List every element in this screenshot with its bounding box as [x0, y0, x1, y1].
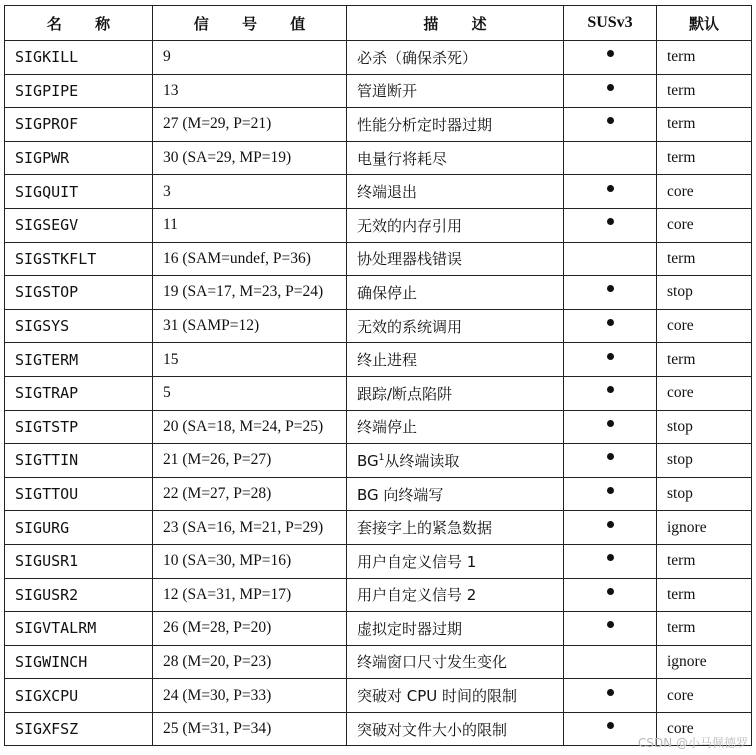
signal-value: 31 (SAMP=12): [153, 309, 347, 343]
default-action: core: [657, 175, 752, 209]
signal-description: 终端停止: [347, 410, 564, 444]
default-action: ignore: [657, 511, 752, 545]
default-action: term: [657, 578, 752, 612]
signal-name: SIGKILL: [5, 41, 153, 75]
signal-value: 27 (M=29, P=21): [153, 108, 347, 142]
susv3-bullet-icon: [607, 117, 614, 124]
signal-name: SIGPROF: [5, 108, 153, 142]
susv3-cell: [564, 41, 657, 75]
signal-description: 电量行将耗尽: [347, 141, 564, 175]
table-row: [5, 141, 752, 175]
susv3-cell: [564, 108, 657, 142]
table-header-row: [5, 6, 752, 41]
table-row: [5, 74, 752, 108]
signal-name: SIGTTOU: [5, 477, 153, 511]
signal-description: 终端窗口尺寸发生变化: [347, 645, 564, 679]
signal-name: SIGXFSZ: [5, 712, 153, 746]
table-row: [5, 410, 752, 444]
default-action: core: [657, 208, 752, 242]
signal-value: 5: [153, 376, 347, 410]
susv3-bullet-icon: [607, 218, 614, 225]
table-body: [5, 41, 752, 746]
signal-name: SIGXCPU: [5, 679, 153, 713]
susv3-bullet-icon: [607, 621, 614, 628]
signal-table: [4, 5, 752, 746]
signal-name: SIGTTIN: [5, 444, 153, 478]
header-name: 名 称: [5, 6, 153, 41]
signal-name: SIGSTOP: [5, 276, 153, 310]
susv3-cell: [564, 141, 657, 175]
table-row: [5, 477, 752, 511]
signal-name: SIGVTALRM: [5, 612, 153, 646]
table-row: [5, 444, 752, 478]
default-action: term: [657, 343, 752, 377]
susv3-bullet-icon: [607, 84, 614, 91]
table-row: [5, 175, 752, 209]
susv3-cell: [564, 175, 657, 209]
susv3-cell: [564, 208, 657, 242]
header-default: 默认: [657, 6, 752, 41]
watermark: CSDN @小马佩德罗: [637, 736, 748, 750]
signal-value: 10 (SA=30, MP=16): [153, 544, 347, 578]
susv3-bullet-icon: [607, 319, 614, 326]
signal-description: BG 向终端写: [347, 477, 564, 511]
table-row: [5, 612, 752, 646]
susv3-bullet-icon: [607, 453, 614, 460]
signal-value: 25 (M=31, P=34): [153, 712, 347, 746]
signal-value: 19 (SA=17, M=23, P=24): [153, 276, 347, 310]
default-action: term: [657, 612, 752, 646]
susv3-cell: [564, 343, 657, 377]
signal-name: SIGUSR1: [5, 544, 153, 578]
signal-description: 必杀（确保杀死）: [347, 41, 564, 75]
signal-description: 突破对 CPU 时间的限制: [347, 679, 564, 713]
susv3-cell: [564, 410, 657, 444]
signal-description: 突破对文件大小的限制: [347, 712, 564, 746]
susv3-cell: [564, 376, 657, 410]
default-action: term: [657, 242, 752, 276]
signal-value: 21 (M=26, P=27): [153, 444, 347, 478]
signal-description: 虚拟定时器过期: [347, 612, 564, 646]
signal-name: SIGWINCH: [5, 645, 153, 679]
default-action: stop: [657, 477, 752, 511]
table-row: [5, 108, 752, 142]
signal-value: 20 (SA=18, M=24, P=25): [153, 410, 347, 444]
signal-table-container: [4, 5, 752, 746]
signal-value: 13: [153, 74, 347, 108]
susv3-bullet-icon: [607, 487, 614, 494]
susv3-cell: [564, 544, 657, 578]
signal-name: SIGSYS: [5, 309, 153, 343]
susv3-bullet-icon: [607, 420, 614, 427]
susv3-bullet-icon: [607, 722, 614, 729]
signal-description: 用户自定义信号 2: [347, 578, 564, 612]
susv3-cell: [564, 477, 657, 511]
susv3-bullet-icon: [607, 521, 614, 528]
signal-description: 协处理器栈错误: [347, 242, 564, 276]
susv3-bullet-icon: [607, 554, 614, 561]
signal-name: SIGURG: [5, 511, 153, 545]
susv3-bullet-icon: [607, 50, 614, 57]
default-action: term: [657, 74, 752, 108]
signal-value: 3: [153, 175, 347, 209]
default-action: core: [657, 309, 752, 343]
susv3-cell: [564, 612, 657, 646]
susv3-cell: [564, 444, 657, 478]
signal-value: 11: [153, 208, 347, 242]
table-row: [5, 276, 752, 310]
signal-name: SIGSEGV: [5, 208, 153, 242]
signal-value: 28 (M=20, P=23): [153, 645, 347, 679]
table-row: [5, 309, 752, 343]
default-action: core: [657, 376, 752, 410]
table-row: [5, 645, 752, 679]
default-action: term: [657, 41, 752, 75]
default-action: stop: [657, 410, 752, 444]
signal-value: 16 (SAM=undef, P=36): [153, 242, 347, 276]
signal-value: 22 (M=27, P=28): [153, 477, 347, 511]
signal-description: 性能分析定时器过期: [347, 108, 564, 142]
signal-value: 30 (SA=29, MP=19): [153, 141, 347, 175]
signal-name: SIGTSTP: [5, 410, 153, 444]
default-action: stop: [657, 276, 752, 310]
table-row: [5, 41, 752, 75]
susv3-bullet-icon: [607, 588, 614, 595]
susv3-bullet-icon: [607, 386, 614, 393]
table-row: [5, 578, 752, 612]
default-action: term: [657, 108, 752, 142]
description-prefix: BG: [357, 451, 379, 470]
header-value: 信 号 值: [153, 6, 347, 41]
signal-name: SIGTRAP: [5, 376, 153, 410]
signal-description: 终端退出: [347, 175, 564, 209]
table-row: [5, 208, 752, 242]
susv3-cell: [564, 679, 657, 713]
table-row: [5, 679, 752, 713]
signal-value: 26 (M=28, P=20): [153, 612, 347, 646]
signal-name: SIGTERM: [5, 343, 153, 377]
signal-description: 用户自定义信号 1: [347, 544, 564, 578]
footnote-marker: 1: [378, 452, 385, 463]
signal-name: SIGQUIT: [5, 175, 153, 209]
signal-value: 24 (M=30, P=33): [153, 679, 347, 713]
susv3-cell: [564, 511, 657, 545]
table-row: [5, 511, 752, 545]
signal-description: [347, 444, 564, 478]
susv3-cell: [564, 242, 657, 276]
default-action: core: [657, 712, 752, 746]
signal-description: 无效的内存引用: [347, 208, 564, 242]
signal-value: 9: [153, 41, 347, 75]
susv3-cell: [564, 645, 657, 679]
susv3-bullet-icon: [607, 689, 614, 696]
susv3-cell: [564, 276, 657, 310]
susv3-bullet-icon: [607, 285, 614, 292]
default-action: stop: [657, 444, 752, 478]
signal-description: 确保停止: [347, 276, 564, 310]
signal-name: SIGPWR: [5, 141, 153, 175]
susv3-cell: [564, 578, 657, 612]
header-susv3: SUSv3: [564, 6, 657, 41]
header-desc: 描 述: [347, 6, 564, 41]
susv3-bullet-icon: [607, 185, 614, 192]
table-row: [5, 343, 752, 377]
signal-name: SIGUSR2: [5, 578, 153, 612]
signal-description: 管道断开: [347, 74, 564, 108]
signal-description: 跟踪/断点陷阱: [347, 376, 564, 410]
signal-description: 无效的系统调用: [347, 309, 564, 343]
default-action: ignore: [657, 645, 752, 679]
default-action: term: [657, 141, 752, 175]
signal-name: SIGSTKFLT: [5, 242, 153, 276]
susv3-cell: [564, 309, 657, 343]
table-row: [5, 544, 752, 578]
signal-name: SIGPIPE: [5, 74, 153, 108]
susv3-bullet-icon: [607, 353, 614, 360]
signal-value: 23 (SA=16, M=21, P=29): [153, 511, 347, 545]
description-text: 从终端读取: [384, 451, 460, 470]
signal-description: 套接字上的紧急数据: [347, 511, 564, 545]
signal-value: 12 (SA=31, MP=17): [153, 578, 347, 612]
default-action: core: [657, 679, 752, 713]
table-row: [5, 376, 752, 410]
default-action: term: [657, 544, 752, 578]
signal-value: 15: [153, 343, 347, 377]
signal-description: 终止进程: [347, 343, 564, 377]
susv3-cell: [564, 74, 657, 108]
table-row: [5, 242, 752, 276]
